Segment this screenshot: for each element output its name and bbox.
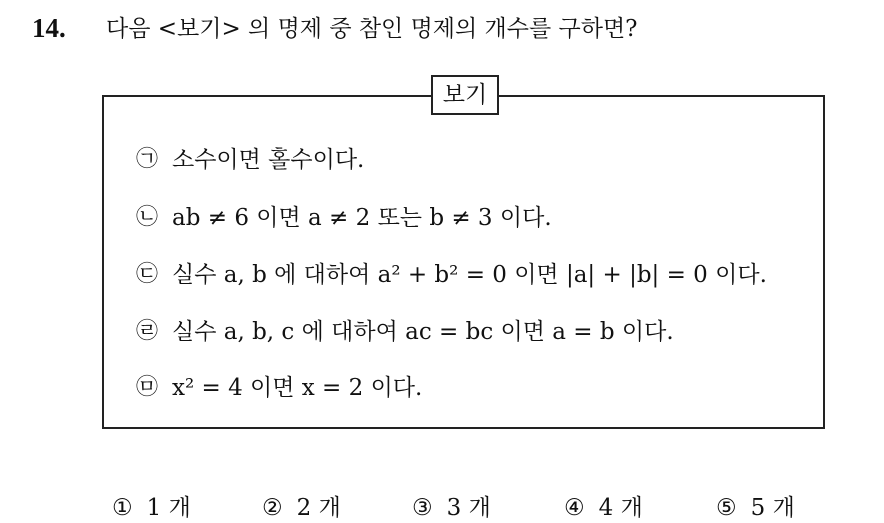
example-box-title: 보기 xyxy=(431,75,499,115)
item-mark-4: ㉣ xyxy=(136,319,159,344)
choice-4-label: 4 개 xyxy=(598,495,643,521)
item-mark-3: ㉢ xyxy=(136,262,159,287)
choice-4-number: ④ xyxy=(564,495,585,521)
example-item-1 xyxy=(136,145,364,175)
choice-5-label: 5 개 xyxy=(750,495,795,521)
item-text-3: 실수 a, b 에 대하여 a² + b² = 0 이면 |a| + |b| = 0 이다. xyxy=(172,262,767,288)
choice-3[interactable] xyxy=(412,493,491,523)
item-text-5: x² = 4 이면 x = 2 이다. xyxy=(172,375,423,401)
choice-2-label: 2 개 xyxy=(296,495,341,521)
item-mark-1: ㉠ xyxy=(136,147,159,172)
example-item-2 xyxy=(136,203,552,233)
item-mark-2: ㉡ xyxy=(136,205,159,230)
item-text-4: 실수 a, b, c 에 대하여 ac = bc 이면 a = b 이다. xyxy=(172,319,674,345)
choice-2[interactable] xyxy=(262,493,341,523)
choice-5[interactable] xyxy=(716,493,795,523)
choice-3-number: ③ xyxy=(412,495,433,521)
item-text-1: 소수이면 홀수이다. xyxy=(172,147,365,173)
example-item-5 xyxy=(136,373,422,403)
choice-1-number: ① xyxy=(112,495,133,521)
choice-4[interactable] xyxy=(564,493,643,523)
choice-2-number: ② xyxy=(262,495,283,521)
choice-1-label: 1 개 xyxy=(146,495,191,521)
example-item-3 xyxy=(136,260,767,290)
answer-choices xyxy=(0,493,884,523)
example-item-4 xyxy=(136,317,674,347)
choice-1[interactable] xyxy=(112,493,191,523)
question-text: 다음 <보기> 의 명제 중 참인 명제의 개수를 구하면? xyxy=(106,16,638,42)
question-number: 14. xyxy=(32,13,66,43)
choice-3-label: 3 개 xyxy=(446,495,491,521)
choice-5-number: ⑤ xyxy=(716,495,737,521)
item-text-2: ab ≠ 6 이면 a ≠ 2 또는 b ≠ 3 이다. xyxy=(172,205,552,231)
item-mark-5: ㉤ xyxy=(136,375,159,400)
